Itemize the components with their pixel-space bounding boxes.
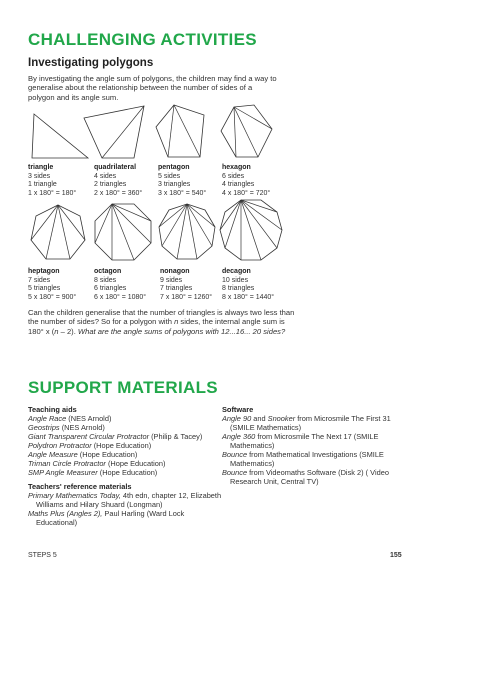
item-details: from Videomaths Software (Disk 2) ( Video Research Unit, Central TV) [230,468,389,486]
polygon-sides: 3 sides [28,172,51,180]
polygon-sides: 4 sides [94,172,117,180]
software-item [222,450,406,468]
polygon-angle-sum: 5 x 180° = 900° [28,293,77,301]
item-title: Angle 90 [222,414,252,423]
item-joiner: and [251,414,268,423]
item-title: Bounce [222,468,248,477]
teachers-reference-heading: Teachers' reference materials [28,482,132,491]
teaching-aid-item [28,459,224,468]
pentagon-info [158,164,206,198]
octagon-info [94,268,146,302]
question-text-3: – 2). [58,326,78,336]
polygon-name: hexagon [222,164,251,171]
item-details: Paul Harling (Ward Lock Educational) [36,509,185,527]
polygon-name: nonagon [160,268,190,275]
question-text-2: sides, the internal angle sum is 180° x ( [28,317,285,336]
item-publisher: (NES Arnold) [59,423,105,432]
polygon-angle-sum: 4 x 180° = 720° [222,189,271,197]
hexagon-diagram [218,103,276,159]
item-title: Bounce [222,450,248,459]
item-title: Giant Transparent Circular Protractor [28,432,150,441]
polygon-sides: 6 sides [222,172,245,180]
quadrilateral-info [94,164,142,198]
polygon-sides: 7 sides [28,276,51,284]
polygon-sides: 9 sides [160,276,183,284]
support-materials-heading: SUPPORT MATERIALS [28,378,218,397]
reference-item [28,491,224,509]
item-title: Angle Measure [28,450,78,459]
polygon-triangles: 5 triangles [28,285,61,293]
polygon-angle-sum: 8 x 180° = 1440° [222,293,275,301]
polygon-triangles: 6 triangles [94,285,127,293]
polygon-sides: 8 sides [94,276,117,284]
teaching-aid-item [28,441,224,450]
hexagon-info [222,164,270,198]
teaching-aid-item [28,450,224,459]
polygon-sides: 5 sides [158,172,181,180]
polygon-triangles: 3 triangles [158,181,191,189]
item-publisher: (Hope Education) [77,450,138,459]
polygon-triangles: 4 triangles [222,181,255,189]
item-title: SMP Angle Measurer [28,468,98,477]
polygon-angle-sum: 2 x 180° = 360° [94,189,143,197]
polygon-angle-sum: 7 x 180° = 1260° [160,293,213,301]
question-text-1: Can the children generalise that the number of triangles is always two less than the number of sides? So for a polygon with [28,308,295,327]
software-item [222,414,406,432]
item-publisher: (Hope Education) [91,441,152,450]
challenging-activities-heading: CHALLENGING ACTIVITIES [28,30,257,49]
polygon-name: triangle [28,164,54,171]
right-column [222,402,406,486]
polygon-name: octagon [94,268,122,275]
question-italic: What are the angle sums of polygons with 12...16... 20 sides? [77,326,286,336]
question-n: n [174,317,179,327]
polygon-angle-sum: 1 x 180° = 180° [28,189,77,197]
item-title: Polydron Protractor [28,441,92,450]
question-n-2: n [54,326,59,336]
teaching-aid-item [28,414,224,423]
pentagon-diagram [152,103,210,159]
polygon-sides: 10 sides [222,276,249,284]
polygon-name: pentagon [158,164,190,171]
item-publisher: (Philip & Tacey) [149,432,203,441]
intro-paragraph: By investigating the angle sum of polygons, the children may find a way to generalise about the relationship between the number of sides of a polygon and its angle sum. [28,74,277,102]
item-publisher: (NES Arnold) [66,414,112,423]
triangle-diagram [30,112,90,160]
footer-series: STEPS 5 [28,552,57,559]
polygon-triangles: 7 triangles [160,285,193,293]
polygon-angle-sum: 3 x 180° = 540° [158,189,207,197]
page-number: 155 [390,552,402,559]
item-title-2: Snooker [267,414,296,423]
item-publisher: (Hope Education) [97,468,158,477]
generalise-question [28,308,296,336]
item-publisher: (Hope Education) [105,459,166,468]
octagon-diagram [92,201,154,263]
triangle-info [28,164,76,198]
polygon-name: quadrilateral [94,164,137,171]
teaching-aids-heading: Teaching aids [28,405,77,414]
teaching-aid-item [28,468,224,477]
polygon-angle-sum: 6 x 180° = 1080° [94,293,147,301]
reference-item [28,509,224,527]
software-heading: Software [222,405,254,414]
nonagon-diagram [156,201,218,263]
decagon-info [222,268,274,302]
software-item [222,468,406,486]
item-title: Maths Plus (Angles 2), [28,509,103,518]
investigating-polygons-heading: Investigating polygons [28,57,154,69]
item-title: Angle 360 [222,432,256,441]
heptagon-diagram [28,202,88,262]
item-title: Angle Race [28,414,67,423]
quadrilateral-diagram [82,104,150,160]
nonagon-info [160,268,212,302]
item-details: from Microsmile The Next 17 (SMILE Mathematics) [230,432,379,450]
teaching-aid-item [28,423,224,432]
polygon-name: decagon [222,268,251,275]
software-item [222,432,406,450]
left-column [28,402,224,527]
item-details: from Mathematical Investigations (SMILE Mathematics) [230,450,384,468]
item-details: 4th edn, chapter 12, Elizabeth Williams and Hilary Shuard (Longman) [36,491,222,509]
polygon-triangles: 2 triangles [94,181,127,189]
item-title: Triman Circle Protractor [28,459,106,468]
heptagon-info [28,268,76,302]
polygon-triangles: 1 triangle [28,181,57,189]
polygon-triangles: 8 triangles [222,285,255,293]
polygon-name: heptagon [28,268,60,275]
item-title: Primary Mathematics Today, [28,491,121,500]
teaching-aid-item [28,432,224,441]
item-details: from Microsmile The First 31 (SMILE Mathematics) [230,414,391,432]
decagon-diagram [218,197,284,263]
item-title: Geostrips [28,423,60,432]
